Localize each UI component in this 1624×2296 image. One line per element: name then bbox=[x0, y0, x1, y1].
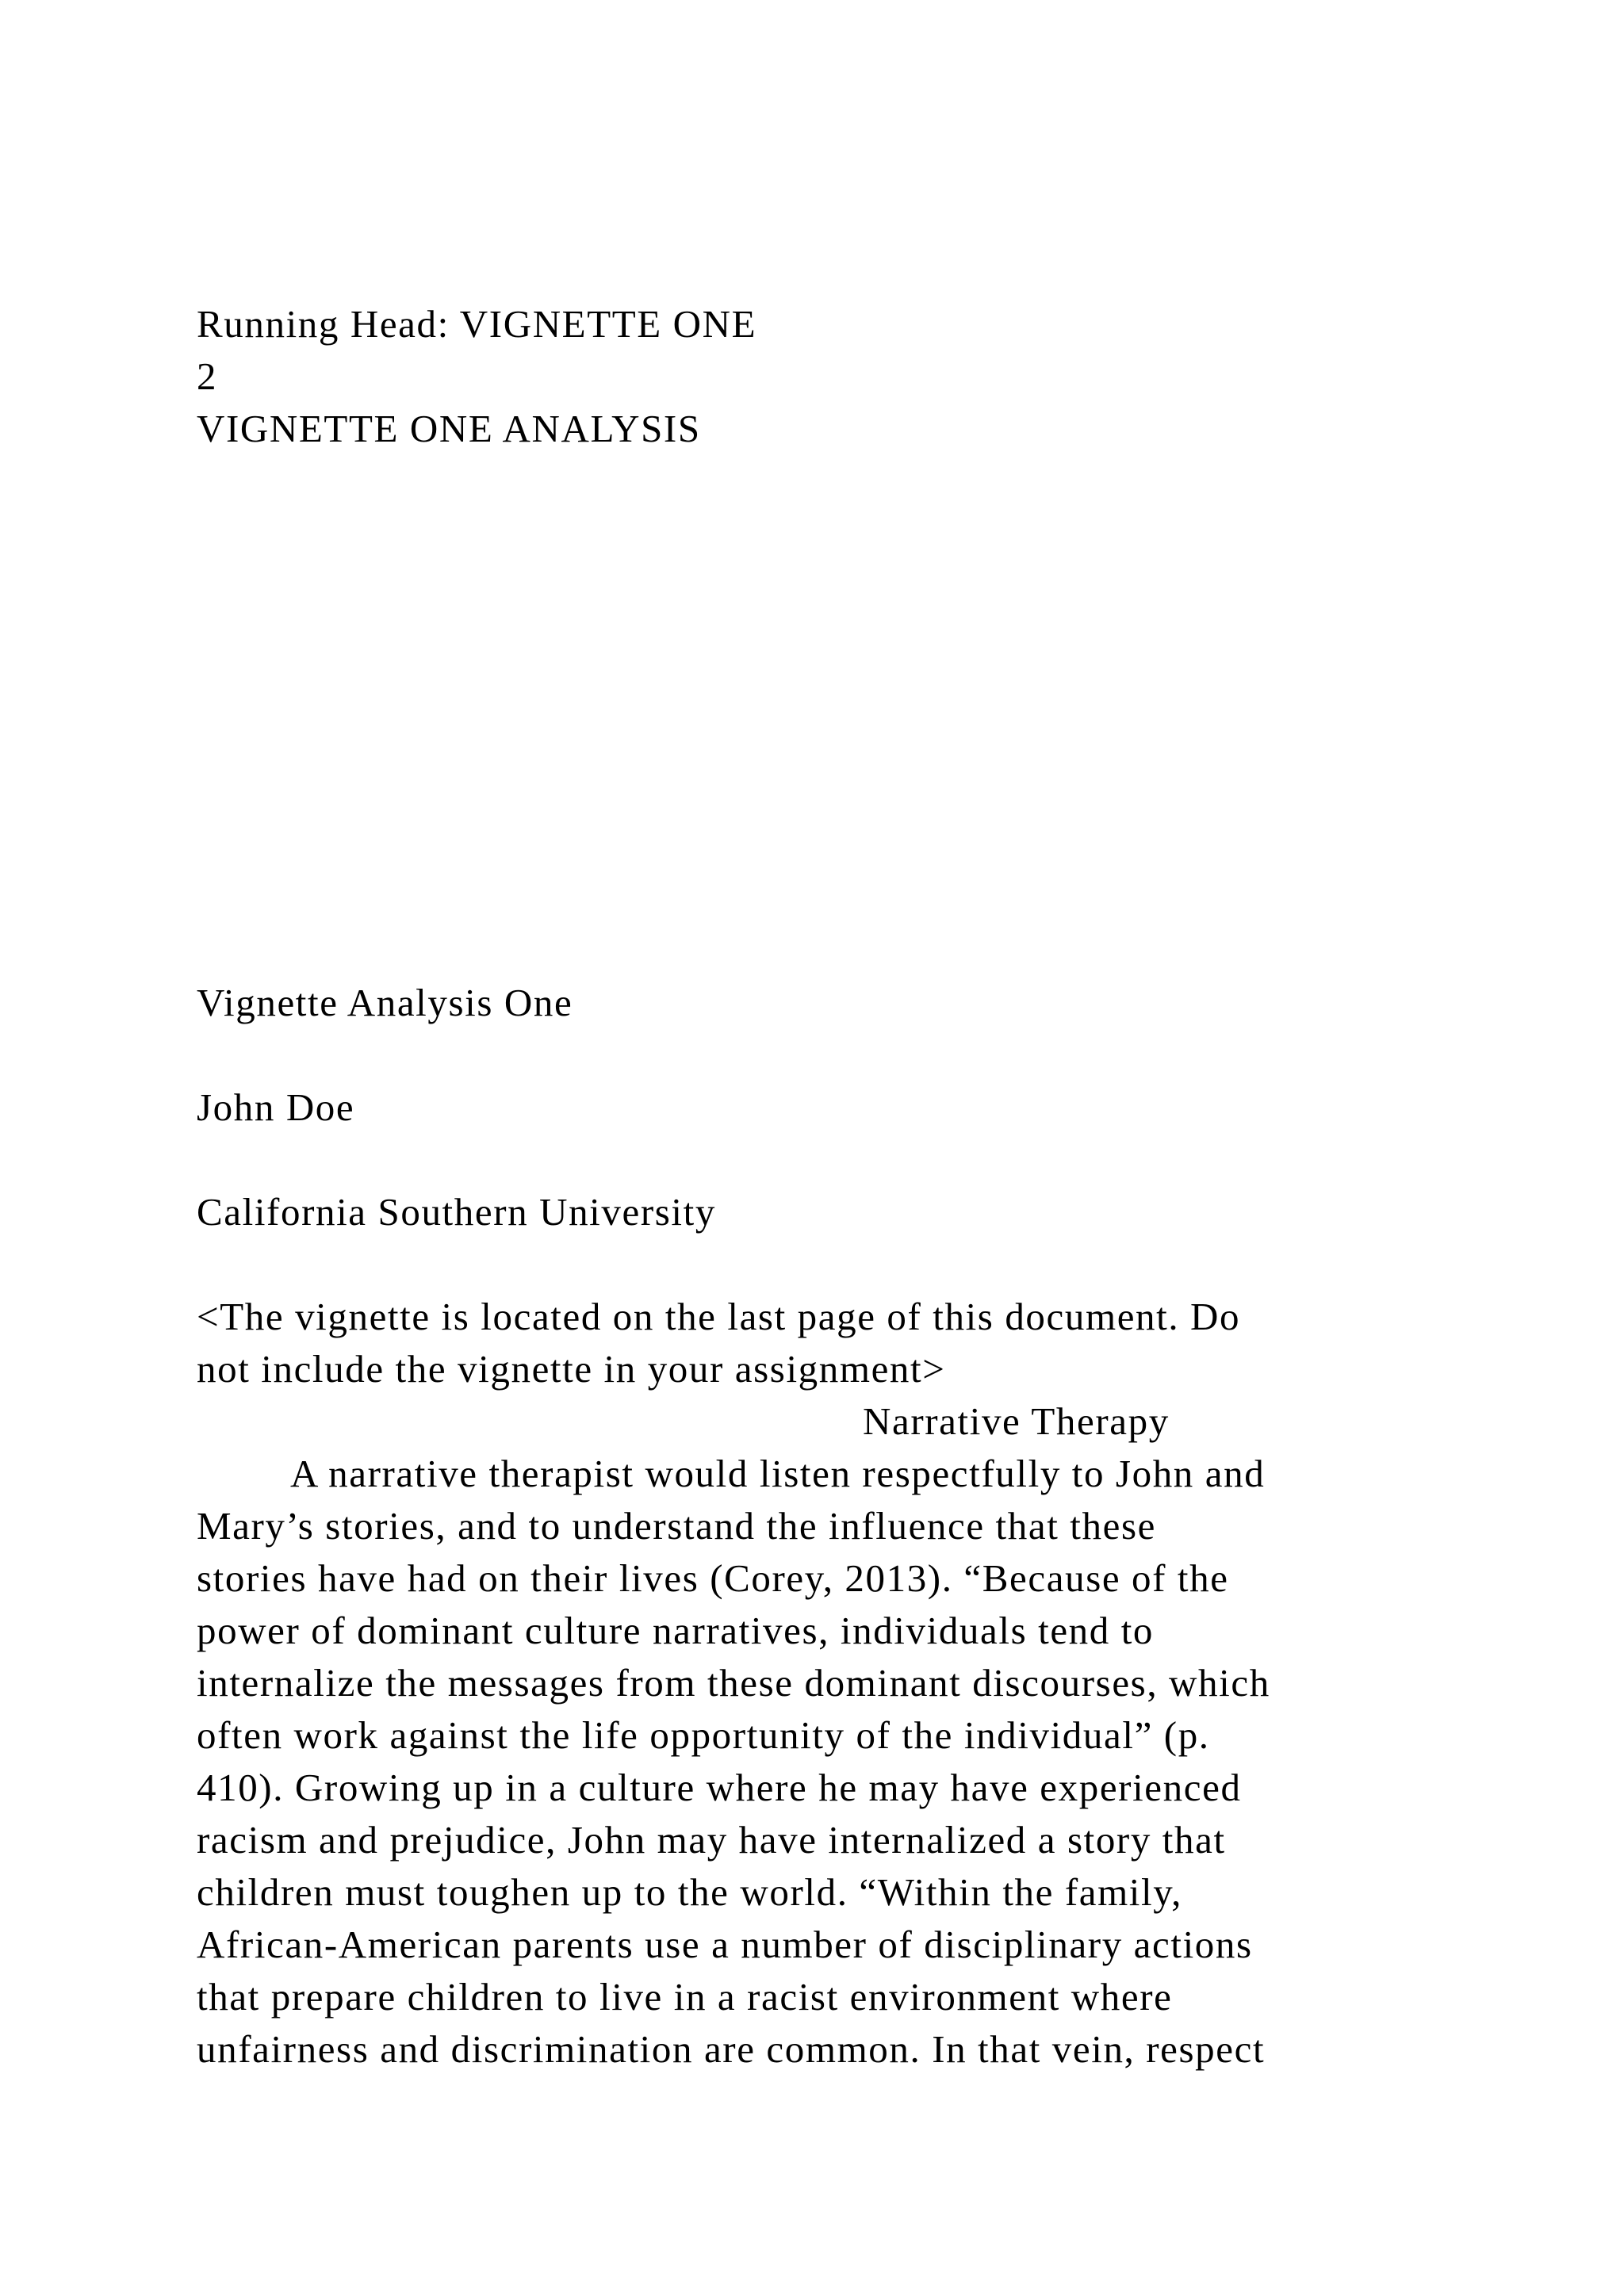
paragraph-line: stories have had on their lives (Corey, 2013). “Because of the bbox=[197, 1556, 1229, 1600]
institution-name: California Southern University bbox=[197, 1190, 716, 1234]
document-title: Vignette Analysis One bbox=[197, 981, 573, 1024]
short-title: VIGNETTE ONE ANALYSIS bbox=[197, 407, 701, 450]
paragraph-line: African-American parents use a number of disciplinary actions bbox=[197, 1923, 1253, 1966]
paragraph-line: often work against the life opportunity of the individual” (p. bbox=[197, 1713, 1210, 1757]
paragraph-line: power of dominant culture narratives, individuals tend to bbox=[197, 1609, 1155, 1652]
running-head: Running Head: VIGNETTE ONE bbox=[197, 302, 757, 346]
section-heading: Narrative Therapy bbox=[863, 1399, 1170, 1443]
note-line: <The vignette is located on the last page of this document. Do bbox=[197, 1295, 1241, 1338]
paragraph-line: Mary’s stories, and to understand the influence that these bbox=[197, 1504, 1156, 1548]
paragraph-line: unfairness and discrimination are common. In that vein, respect bbox=[197, 2027, 1266, 2071]
paragraph-line: 410). Growing up in a culture where he may have experienced bbox=[197, 1766, 1242, 1809]
note-line: not include the vignette in your assignment> bbox=[197, 1347, 946, 1391]
page-number: 2 bbox=[197, 354, 218, 398]
paragraph-line: racism and prejudice, John may have internalized a story that bbox=[197, 1818, 1226, 1862]
paragraph-line: that prepare children to live in a racist environment where bbox=[197, 1975, 1173, 2019]
author-name: John Doe bbox=[197, 1085, 355, 1129]
paragraph-line: internalize the messages from these dominant discourses, which bbox=[197, 1661, 1270, 1705]
paragraph-line: children must toughen up to the world. “Within the family, bbox=[197, 1870, 1183, 1914]
paragraph-line: A narrative therapist would listen respectfully to John and bbox=[290, 1452, 1266, 1495]
